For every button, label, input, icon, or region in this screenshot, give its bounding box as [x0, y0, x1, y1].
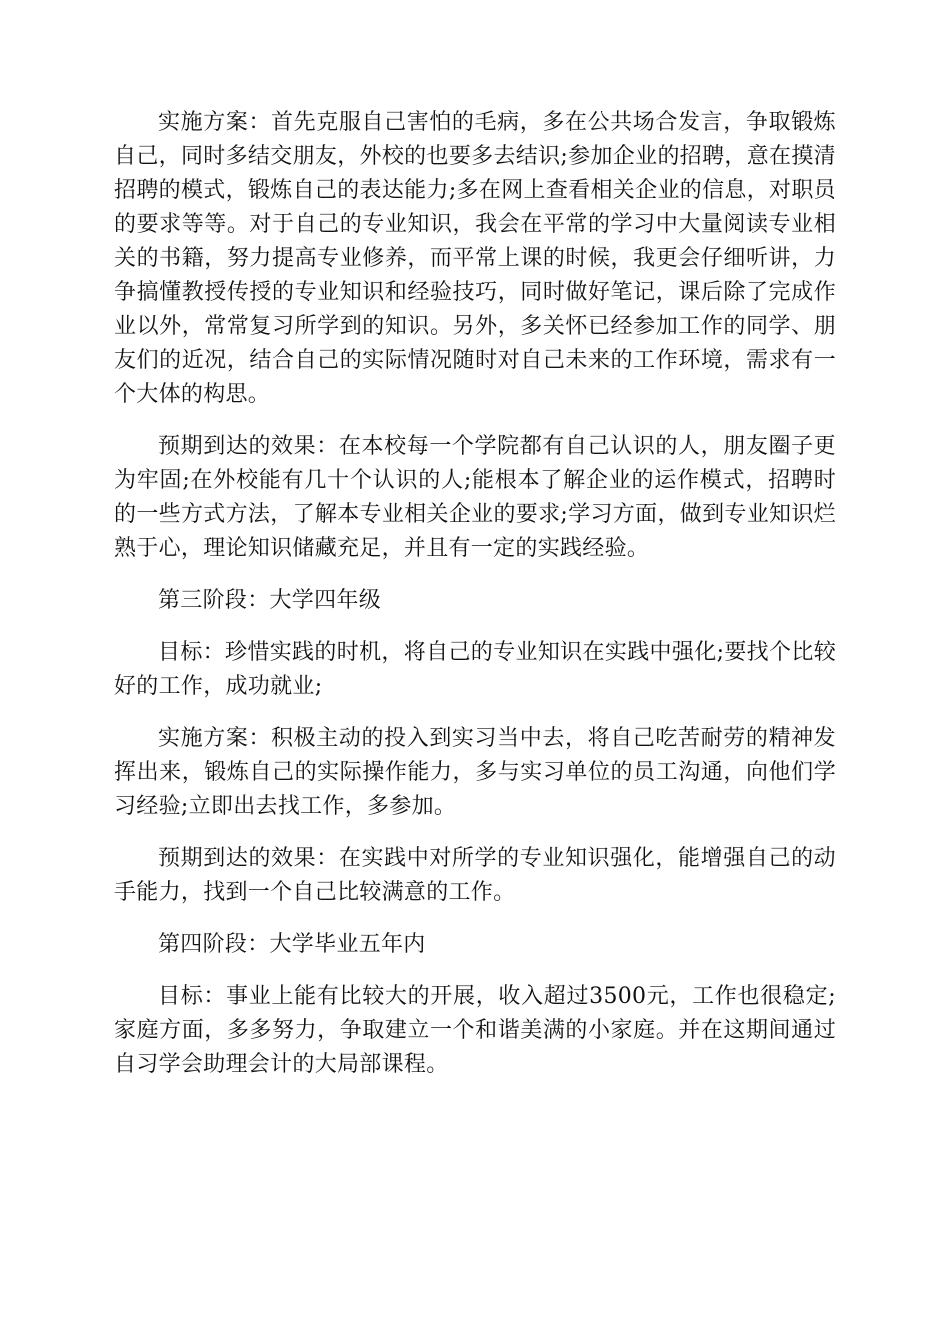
paragraph-stage-three-results: 预期到达的效果：在实践中对所学的专业知识强化，能增强自己的动手能力，找到一个自己比较满意的工作。 — [114, 846, 836, 905]
paragraph-stage-three-goal: 目标：珍惜实践的时机，将自己的专业知识在实践中强化;要找个比较好的工作，成功就业; — [114, 640, 836, 699]
heading-stage-three: 第三阶段：大学四年级 — [158, 588, 382, 613]
heading-stage-four: 第四阶段：大学毕业五年内 — [158, 932, 426, 957]
paragraph-stage-four-goal: 目标：事业上能有比较大的开展，收入超过3500元，工作也很稳定;家庭方面，多多努力，争取建立一个和谐美满的小家庭。并在这期间通过自习学会助理会计的大局部课程。 — [114, 984, 836, 1077]
paragraph-implementation-plan: 实施方案：首先克服自己害怕的毛病，多在公共场合发言，争取锻炼自己，同时多结交朋友，外校的也要多去结识;参加企业的招聘，意在摸清招聘的模式，锻炼自己的表达能力;多在网上查看相关企业的信息，对职员的要求等等。对于自己的专业知识，我会在平常的学习中大量阅读专业相关的书籍，努力提高专业修养，而平常上课的时候，我更会仔细听讲，力争搞懂教授传授的专业知识和经验技巧，同时做好笔记，课后除了完成作业以外，常常复习所学到的知识。另外，多关怀已经参加工作的同学、朋友们的近况，结合自己的实际情况随时对自己未来的工作环境，需求有一个大体的构思。 — [114, 110, 836, 407]
document-body — [114, 106, 836, 1100]
paragraph-stage-three-plan: 实施方案：积极主动的投入到实习当中去，将自己吃苦耐劳的精神发挥出来，锻炼自己的实际操作能力，多与实习单位的员工沟通，向他们学习经验;立即出去找工作，多参加。 — [114, 726, 836, 819]
paragraph-expected-results: 预期到达的效果：在本校每一个学院都有自己认识的人，朋友圈子更为牢固;在外校能有几十个认识的人;能根本了解企业的运作模式，招聘时的一些方式方法，了解本专业相关企业的要求;学习方面，做到专业知识烂熟于心，理论知识储藏充足，并且有一定的实践经验。 — [114, 434, 836, 561]
